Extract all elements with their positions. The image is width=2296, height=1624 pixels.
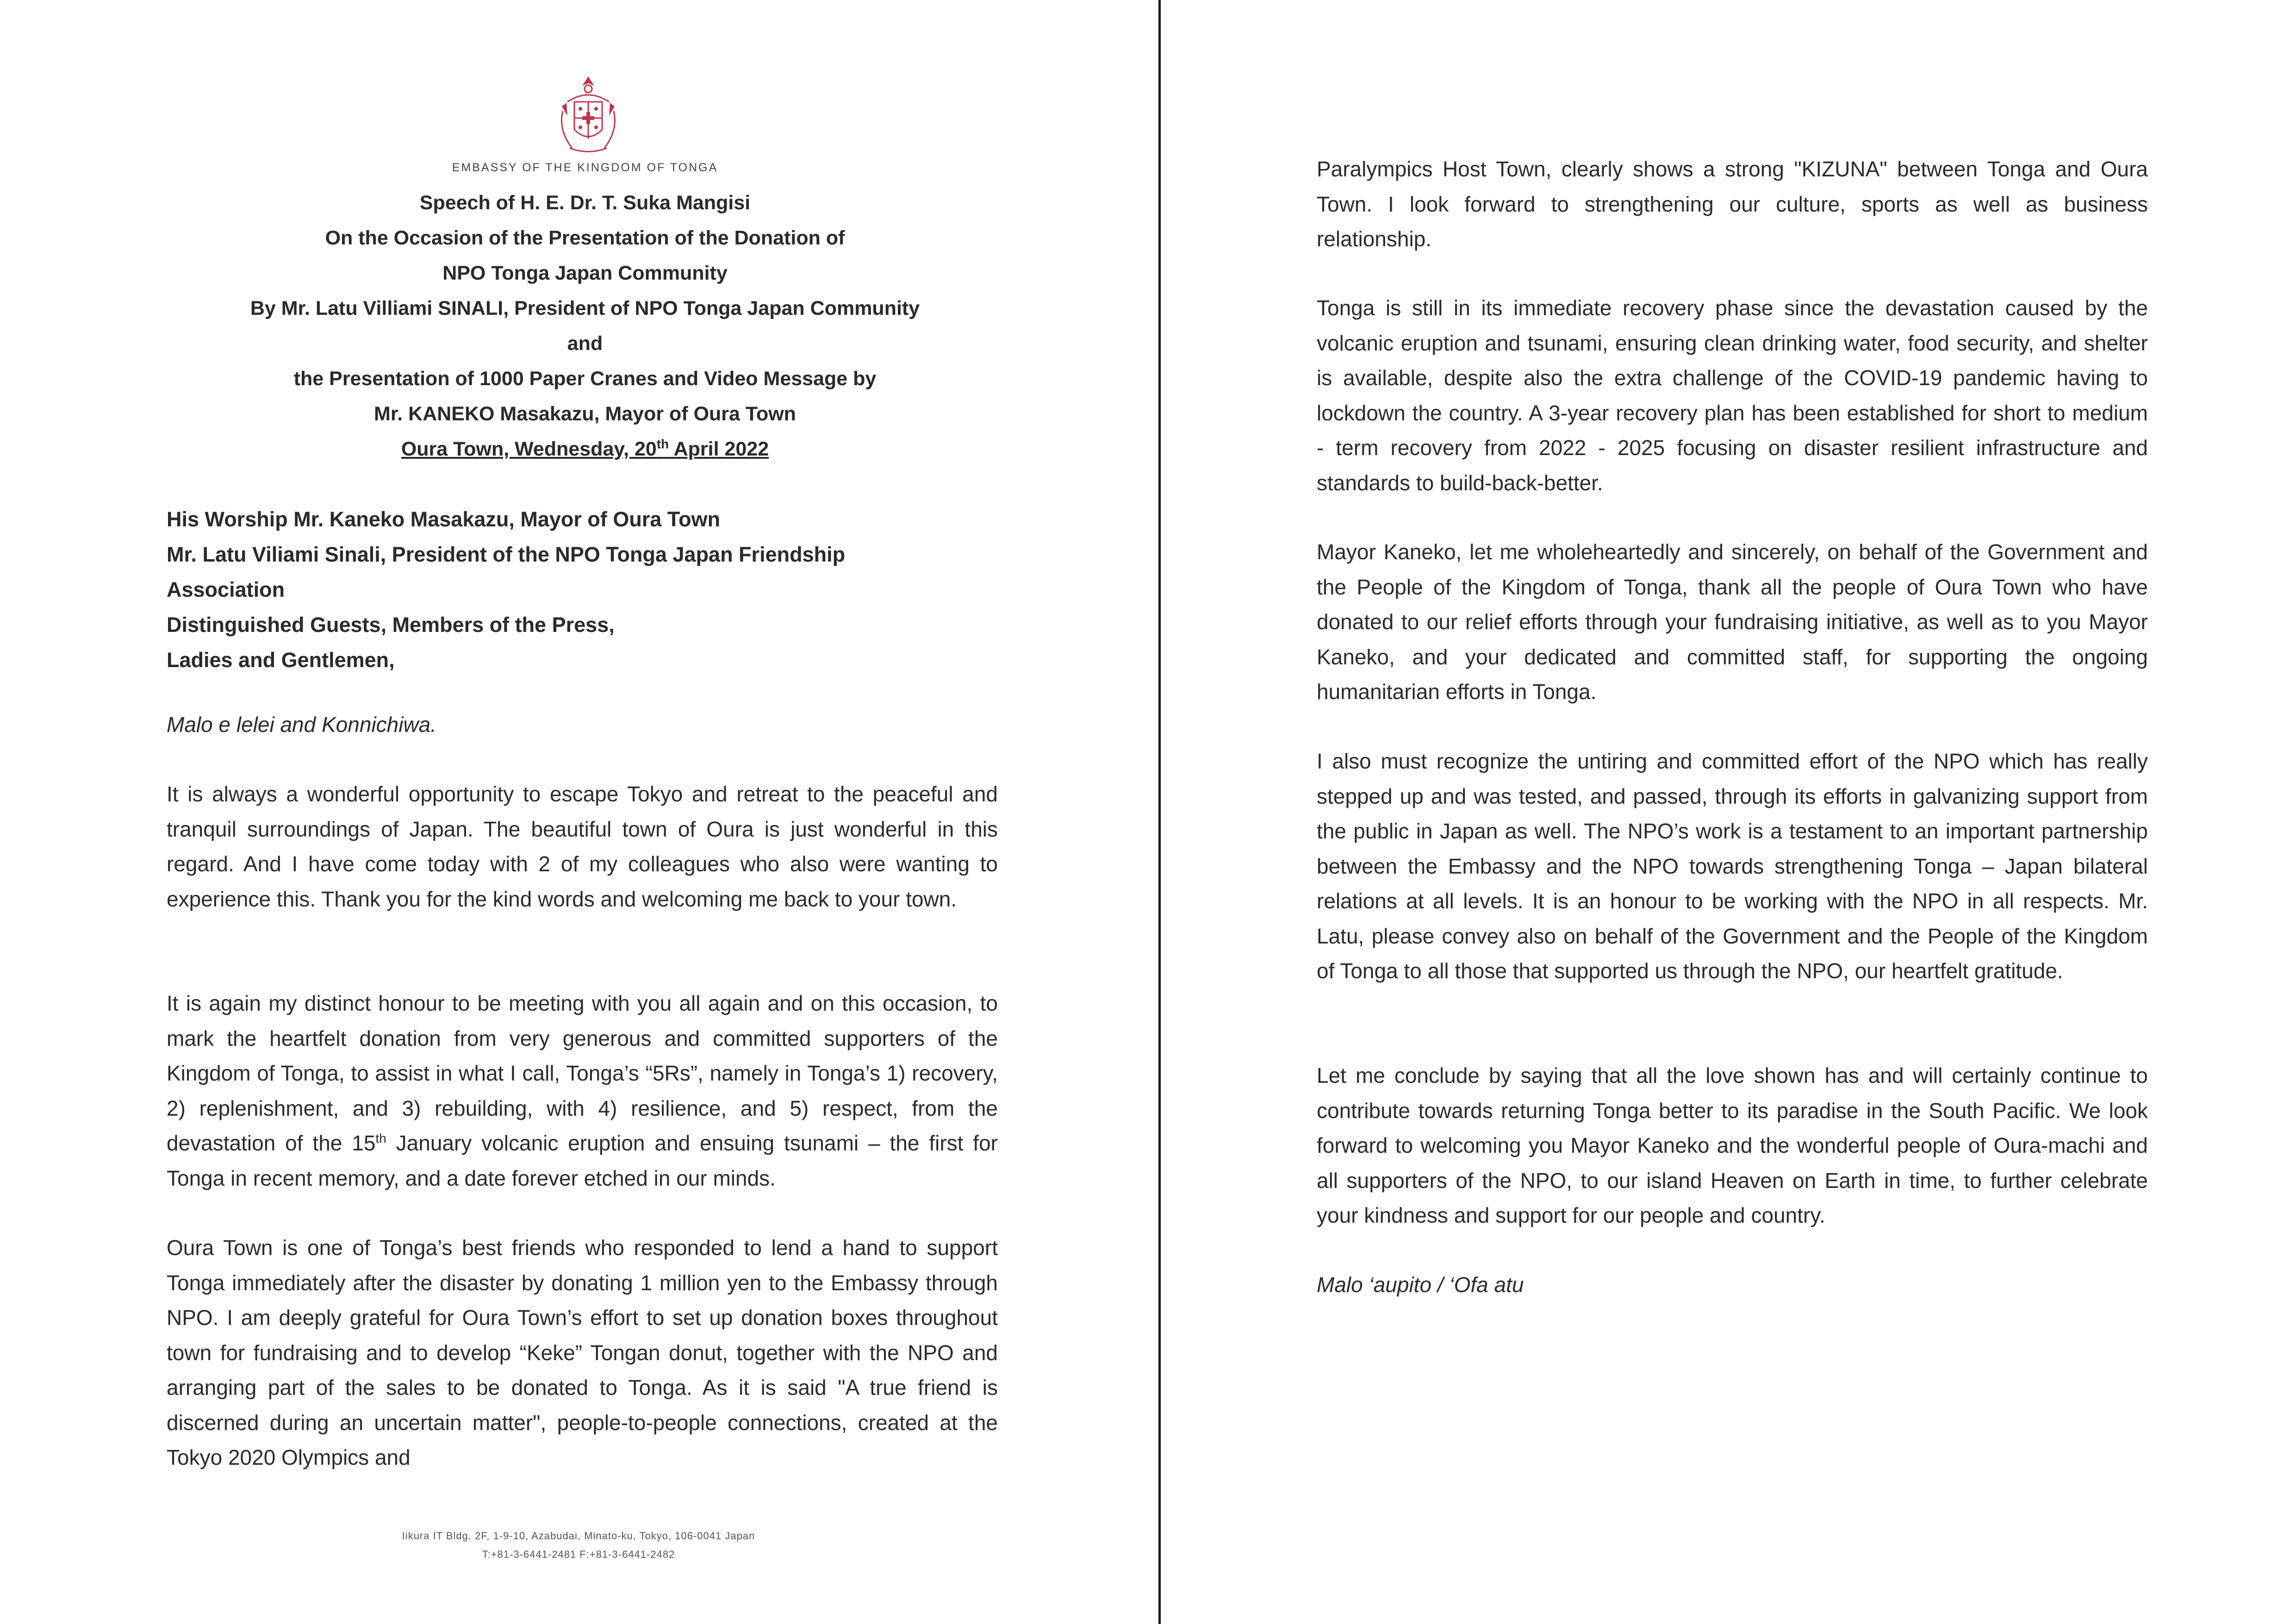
date-line: Oura Town, Wednesday, 20th April 2022 xyxy=(401,437,769,460)
addressee-ladies: Ladies and Gentlemen, xyxy=(167,648,395,672)
tonga-coat-of-arms-icon xyxy=(554,74,623,157)
addressee-mayor: His Worship Mr. Kaneko Masakazu, Mayor of Oura Town xyxy=(167,507,721,531)
paragraph-7: I also must recognize the untiring and committed effort of the NPO which has really stepped up and was tested, and passed, through its efforts in galvanizing support from the public in Japan as well. The NPO’s work is a testament to an important partnership between the Embassy and the NPO towards strengthening Tonga – Japan bilateral relations at all levels. It is an honour to be working with the NPO in all respects. Mr. Latu, please convey also on behalf of the Government and the People of the Kingdom of Tonga to all those that supported us through the NPO, our heartfelt gratitude. xyxy=(1317,749,2148,983)
right-page xyxy=(1163,0,2296,1624)
addressee-president: Mr. Latu Viliami Sinali, President of the NPO Tonga Japan Friendship xyxy=(167,543,846,566)
paragraph-2: It is again my distinct honour to be meeting with you all again and on this occasion, to mark the heartfelt donation from very generous and committed supporters of the Kingdom of Tonga, to assist in what I call, Tonga’s “5Rs”, namely in Tonga’s 1) recovery, 2) replenishment, and 3) rebuilding, with 4) resilience, and 5) respect, from the devastation of the 15th January volcanic eruption and ensuing tsunami – the first for Tonga in recent memory, and a date forever etched in our minds. xyxy=(167,991,998,1190)
paragraph-1: It is always a wonderful opportunity to escape Tokyo and retreat to the peaceful and tranquil surroundings of Japan. The beautiful town of Oura is just wonderful in this regard. And I have come today with 2 of my colleagues who also were wanting to experience this. Thank you for the kind words and welcoming me back to your town. xyxy=(167,782,998,911)
and-line: and xyxy=(567,332,603,355)
occasion-line: On the Occasion of the Presentation of the Donation of xyxy=(325,227,845,249)
mayor-line: Mr. KANEKO Masakazu, Mayor of Oura Town xyxy=(374,403,796,425)
speech-title: Speech of H. E. Dr. T. Suka Mangisi xyxy=(419,192,751,214)
greeting: Malo e lelei and Konnichiwa. xyxy=(167,712,437,737)
addressee-guests: Distinguished Guests, Members of the Press, xyxy=(167,613,615,637)
presenter-line: By Mr. Latu Villiami SINALI, President of NPO Tonga Japan Community xyxy=(250,297,920,319)
cranes-line: the Presentation of 1000 Paper Cranes and Video Message by xyxy=(293,368,877,390)
footer-phone: T:+81-3-6441-2481 F:+81-3-6441-2482 xyxy=(482,1549,675,1560)
paragraph-3: Oura Town is one of Tonga’s best friends who responded to lend a hand to support Tonga immediately after the disaster by donating 1 million yen to the Embassy through NPO. I am deeply grateful for Oura Town’s effort to set up donation boxes throughout town for fundraising and to develop “Keke” Tongan donut, together with the NPO and arranging part of the sales to be donated to Tonga. As it is said "A true friend is discerned during an uncertain matter", people-to-people connections, created at the Tokyo 2020 Olympics and xyxy=(167,1236,998,1469)
npo-line: NPO Tonga Japan Community xyxy=(442,262,728,284)
embassy-name: EMBASSY OF THE KINGDOM OF TONGA xyxy=(452,161,718,174)
paragraph-5: Tonga is still in its immediate recovery phase since the devastation caused by the volcanic eruption and tsunami, ensuring clean drinking water, food security, and shelter is available, despite also the extra challenge of the COVID-19 pandemic having to lockdown the country. A 3-year recovery plan has been established for short to medium - term recovery from 2022 - 2025 focusing on disaster resilient infrastructure and standards to build-back-better. xyxy=(1317,296,2148,495)
paragraph-4: Paralympics Host Town, clearly shows a strong "KIZUNA" between Tonga and Oura Town. I look forward to strengthening our culture, sports as well as business relationship. xyxy=(1317,157,2148,251)
paragraph-6: Mayor Kaneko, let me wholeheartedly and sincerely, on behalf of the Government and the People of the Kingdom of Tonga, thank all the people of Oura Town who have donated to our relief efforts through your fundraising initiative, as well as to you Mayor Kaneko, and your dedicated and committed staff, for supporting the ongoing humanitarian efforts in Tonga. xyxy=(1317,540,2148,704)
footer xyxy=(305,1527,852,1564)
closing: Malo ‘aupito / ‘Ofa atu xyxy=(1317,1273,1524,1297)
footer-address: Iikura IT Bldg. 2F, 1-9-10, Azabudai, Minato-ku, Tokyo, 106-0041 Japan xyxy=(402,1530,755,1542)
addressee-association: Association xyxy=(167,578,285,601)
paragraph-8: Let me conclude by saying that all the love shown has and will certainly continue to contribute towards returning Tonga better to its paradise in the South Pacific. We look forward to welcoming you Mayor Kaneko and the wonderful people of Oura-machi and all supporters of the NPO, to our island Heaven on Earth in time, to further celebrate your kindness and support for our people and country. xyxy=(1317,1063,2148,1227)
page-divider xyxy=(1158,0,1161,1624)
